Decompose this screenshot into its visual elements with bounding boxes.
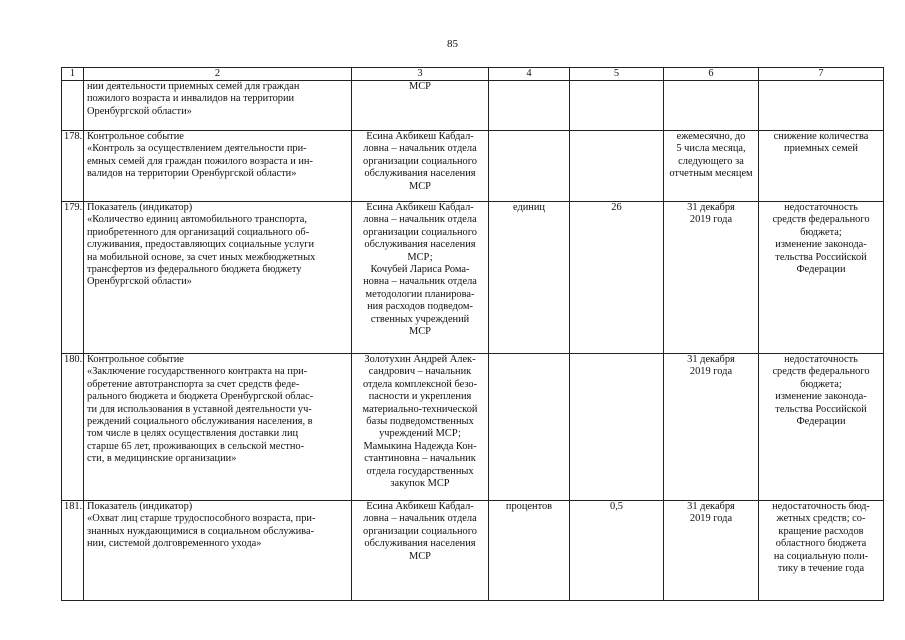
event-cell xyxy=(84,354,352,501)
deadline-cell xyxy=(664,81,759,131)
risks-cell xyxy=(759,81,884,131)
table-row xyxy=(62,202,884,354)
event-cell xyxy=(84,131,352,202)
column-number-row xyxy=(62,68,884,81)
event-description: «Количество единиц автомобильного транспорта, приобретенного для организаций социального об- служивания, предоставляющих социальные услуги на мобильной основе, за счет иных межбюджетных трансфертов из федерального бюджета бюджету Оренбургской области» xyxy=(87,214,316,288)
event-type-label: Показатель (индикатор) xyxy=(87,501,193,512)
column-number: 7 xyxy=(759,68,884,81)
page-number: 85 xyxy=(447,38,458,50)
responsible-cell: Есина Акбикеш Кабдал- ловна – начальник отдела организации социального обслуживания населения МСР; Кочубей Лариса Рома- новна – начальник отдела методологии планирова- ния расходов подведом- ственных учреждений МСР xyxy=(352,202,489,354)
row-number: 180. xyxy=(62,354,84,501)
table-row xyxy=(62,131,884,202)
event-type-label: Контрольное событие xyxy=(87,131,184,142)
deadline-cell: 31 декабря 2019 года xyxy=(664,354,759,501)
unit-cell: единиц xyxy=(489,202,570,354)
unit-cell xyxy=(489,81,570,131)
row-number: 178. xyxy=(62,131,84,202)
table-row xyxy=(62,354,884,501)
deadline-cell: 31 декабря 2019 года xyxy=(664,501,759,601)
deadline-cell: 31 декабря 2019 года xyxy=(664,202,759,354)
event-description: «Контроль за осуществлением деятельности при- емных семей для граждан пожилого возраста и ин- валидов на территории Оренбургской области» xyxy=(87,143,313,180)
unit-cell: процентов xyxy=(489,501,570,601)
column-number: 1 xyxy=(62,68,84,81)
event-description: «Охват лиц старше трудоспособного возраста, при- знанных нуждающимися в социальном обслужива- нии, системой долговременного ухода» xyxy=(87,513,316,550)
row-number xyxy=(62,81,84,131)
column-number: 6 xyxy=(664,68,759,81)
responsible-cell: МСР xyxy=(352,81,489,131)
plan-table xyxy=(61,67,884,601)
table-row xyxy=(62,81,884,131)
deadline-cell: ежемесячно, до 5 числа месяца, следующего за отчетным месяцем xyxy=(664,131,759,202)
risks-cell: недостаточность средств федерального бюджета; изменение законода- тельства Российской Федерации xyxy=(759,202,884,354)
column-number: 2 xyxy=(84,68,352,81)
value-cell xyxy=(570,354,664,501)
event-type-label: Контрольное событие xyxy=(87,354,184,365)
risks-cell: недостаточность бюд- жетных средств; со- кращение расходов областного бюджета на социальную поли- тику в течение года xyxy=(759,501,884,601)
responsible-cell: Есина Акбикеш Кабдал- ловна – начальник отдела организации социального обслуживания населения МСР xyxy=(352,131,489,202)
column-number: 4 xyxy=(489,68,570,81)
event-cell xyxy=(84,202,352,354)
event-description: «Заключение государственного контракта на при- обретение автотранспорта за счет средств феде- рального бюджета и бюджета Оренбургской облас- ти для использования в уставной деятельности уч- реждений социального обслуживания населения, в том числе в целях осуществления доставки лиц старше 65 лет, проживающих в сельской местно- сти, в медицинские организации» xyxy=(87,366,314,465)
risks-cell: снижение количества приемных семей xyxy=(759,131,884,202)
event-type-label: Показатель (индикатор) xyxy=(87,202,193,213)
value-cell: 26 xyxy=(570,202,664,354)
value-cell xyxy=(570,131,664,202)
responsible-cell: Есина Акбикеш Кабдал- ловна – начальник отдела организации социального обслуживания населения МСР xyxy=(352,501,489,601)
responsible-cell: Золотухин Андрей Алек- сандрович – начальник отдела комплексной безо- пасности и укрепления материально-технической базы подведомственных учреждений МСР; Мамыкина Надежда Кон- стантиновна – начальник отдела государственных закупок МСР xyxy=(352,354,489,501)
event-cell xyxy=(84,81,352,131)
table-row xyxy=(62,501,884,601)
row-number: 181. xyxy=(62,501,84,601)
event-cell xyxy=(84,501,352,601)
value-cell: 0,5 xyxy=(570,501,664,601)
row-number: 179. xyxy=(62,202,84,354)
column-number: 5 xyxy=(570,68,664,81)
risks-cell: недостаточность средств федерального бюджета; изменение законода- тельства Российской Федерации xyxy=(759,354,884,501)
value-cell xyxy=(570,81,664,131)
unit-cell xyxy=(489,131,570,202)
column-number: 3 xyxy=(352,68,489,81)
unit-cell xyxy=(489,354,570,501)
event-description: нии деятельности приемных семей для граждан пожилого возраста и инвалидов на территории Оренбургской области» xyxy=(87,81,300,117)
